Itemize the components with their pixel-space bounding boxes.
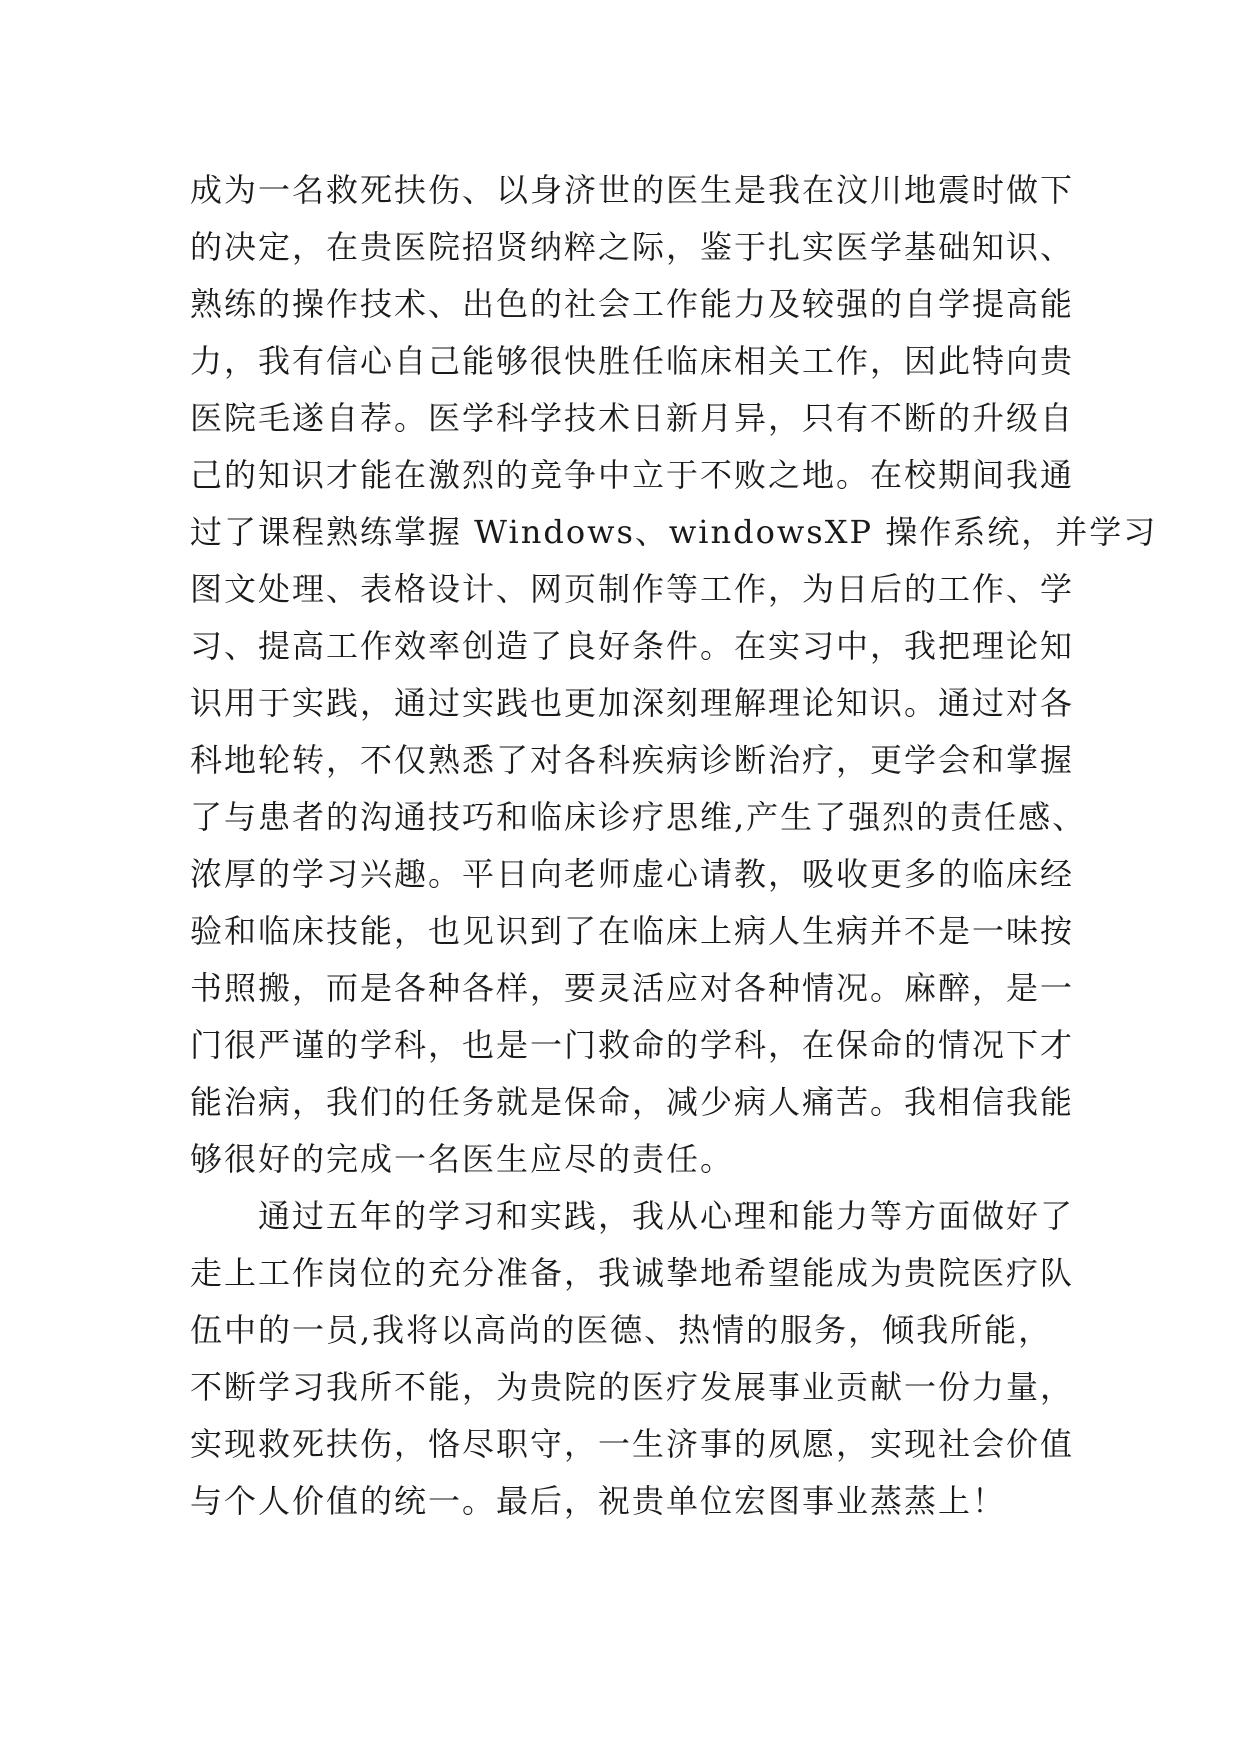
text-line: 伍中的一员,我将以高尚的医德、热情的服务，倾我所能，: [190, 1311, 1053, 1349]
text-line: 了与患者的沟通技巧和临床诊疗思维,产生了强烈的责任感、: [190, 798, 1087, 836]
text-line: 医院毛遂自荐。医学科学技术日新月异，只有不断的升级自: [190, 399, 1075, 437]
text-line: 能治病，我们的任务就是保命，减少病人痛苦。我相信我能: [190, 1083, 1075, 1121]
text-line: 己的知识才能在激烈的竞争中立于不败之地。在校期间我通: [190, 456, 1075, 494]
text-line: 过了课程熟练掌握 Windows、windowsXP 操作系统，并学习: [190, 513, 1158, 551]
paragraph-first-line: 通过五年的学习和实践，我从心理和能力等方面做好了: [258, 1197, 1075, 1235]
text-line: 与个人价值的统一。最后，祝贵单位宏图事业蒸蒸上！: [190, 1482, 1007, 1520]
text-line: 成为一名救死扶伤、以身济世的医生是我在汶川地震时做下: [190, 171, 1075, 209]
text-line: 验和临床技能，也见识到了在临床上病人生病并不是一味按: [190, 912, 1075, 950]
text-line: 够很好的完成一名医生应尽的责任。: [190, 1140, 735, 1178]
text-line: 力，我有信心自己能够很快胜任临床相关工作，因此特向贵: [190, 342, 1075, 380]
text-line: 走上工作岗位的充分准备，我诚挚地希望能成为贵院医疗队: [190, 1254, 1075, 1292]
text-line: 习、提高工作效率创造了良好条件。在实习中，我把理论知: [190, 627, 1075, 665]
text-line: 门很严谨的学科，也是一门救命的学科，在保命的情况下才: [190, 1026, 1075, 1064]
text-line: 书照搬，而是各种各样，要灵活应对各种情况。麻醉，是一: [190, 969, 1075, 1007]
text-line: 浓厚的学习兴趣。平日向老师虚心请教，吸收更多的临床经: [190, 855, 1075, 893]
text-line: 熟练的操作技术、出色的社会工作能力及较强的自学提高能: [190, 285, 1075, 323]
text-line: 实现救死扶伤，恪尽职守，一生济事的夙愿，实现社会价值: [190, 1425, 1075, 1463]
text-line: 图文处理、表格设计、网页制作等工作，为日后的工作、学: [190, 570, 1075, 608]
text-line: 科地轮转，不仅熟悉了对各科疾病诊断治疗，更学会和掌握: [190, 741, 1075, 779]
text-line: 不断学习我所不能，为贵院的医疗发展事业贡献一份力量，: [190, 1368, 1075, 1406]
text-line: 识用于实践，通过实践也更加深刻理解理论知识。通过对各: [190, 684, 1075, 722]
text-line: 的决定，在贵医院招贤纳粹之际，鉴于扎实医学基础知识、: [190, 228, 1075, 266]
